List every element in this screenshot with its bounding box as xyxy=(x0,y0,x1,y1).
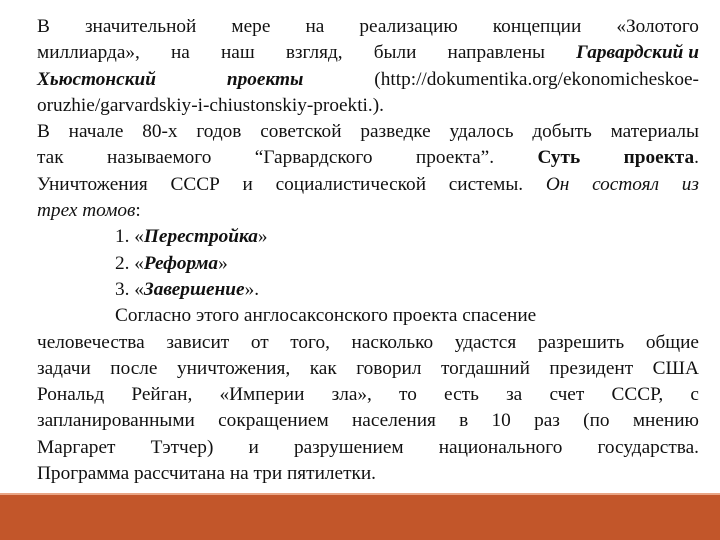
word: разрушением xyxy=(293,436,404,458)
word: в xyxy=(459,410,469,432)
word: счет xyxy=(549,384,585,406)
word: советской xyxy=(260,121,342,143)
word: от xyxy=(250,331,269,353)
punctuation: .). xyxy=(367,94,384,116)
word: задачи xyxy=(37,357,91,379)
word: “Гарвардского xyxy=(254,147,373,169)
source-link-part2[interactable]: oruzhie/garvardskiy-i-chiustonskiy-proekti xyxy=(37,94,368,116)
word: В xyxy=(37,16,50,37)
para3-line4 xyxy=(37,382,699,408)
para1-line4 xyxy=(37,93,699,119)
word: тогдашний xyxy=(440,357,530,379)
word: называемого xyxy=(107,147,212,169)
word: СССР, xyxy=(611,384,664,406)
word: населения xyxy=(351,410,436,432)
word: так xyxy=(37,147,64,169)
word: концепции xyxy=(492,16,582,37)
para1-line2 xyxy=(37,40,699,66)
para1-line1 xyxy=(37,14,699,40)
list-term: Реформа xyxy=(143,252,219,274)
list-item-3: 3. «Завершение». xyxy=(115,278,260,300)
word: Он xyxy=(545,173,570,195)
word: состоял xyxy=(592,173,660,195)
word: президент xyxy=(549,357,634,379)
word: добыть xyxy=(532,121,592,143)
list-term: Перестройка xyxy=(143,226,258,248)
word: как xyxy=(309,357,337,379)
word: разрешить xyxy=(537,331,625,353)
word: есть xyxy=(444,384,479,406)
essence-term: Суть xyxy=(537,147,581,169)
para2-line3 xyxy=(37,172,699,198)
word: уничтожения, xyxy=(176,357,291,379)
word: общие xyxy=(645,331,699,353)
punctuation: : xyxy=(135,200,141,222)
para3-line6 xyxy=(37,435,699,461)
footer-band xyxy=(0,495,720,540)
word: «Золотого xyxy=(616,16,699,37)
word: и xyxy=(242,173,253,195)
word: наш xyxy=(220,42,255,64)
word: (по xyxy=(583,410,610,432)
projects-term: проекты xyxy=(226,68,304,90)
para2-line2 xyxy=(37,145,699,171)
word: проекта”. xyxy=(415,147,495,169)
word: Рональд xyxy=(37,384,105,406)
word: зависит xyxy=(166,331,230,353)
word: того, xyxy=(290,331,330,353)
word: удастся xyxy=(454,331,517,353)
word: на xyxy=(170,42,190,64)
para3-line1: Согласно этого англосаксонского проекта спасение xyxy=(115,305,537,327)
document-body xyxy=(37,14,699,487)
list-term: Завершение xyxy=(143,278,245,300)
word: Маргарет xyxy=(37,436,116,458)
word: 10 xyxy=(491,410,511,432)
word: мнению xyxy=(632,410,699,432)
para3-line7: Программа рассчитана на три пятилетки. xyxy=(37,463,377,485)
houston-term: Хьюстонский xyxy=(37,68,156,90)
project-term: проекта xyxy=(623,147,695,169)
word: национального xyxy=(438,436,563,458)
word: Уничтожения xyxy=(37,173,148,195)
word: то xyxy=(399,384,417,406)
word: системы. xyxy=(448,173,524,195)
word: США xyxy=(652,357,699,379)
word: социалистической xyxy=(275,173,427,195)
word: сокращением xyxy=(218,410,329,432)
word: удалось xyxy=(449,121,514,143)
punctuation: . xyxy=(694,147,699,169)
word: В xyxy=(37,121,50,143)
word: Тэтчер) xyxy=(150,436,214,458)
para2-line4 xyxy=(37,198,699,224)
word: человечества xyxy=(37,331,145,353)
word: запланированными xyxy=(37,410,195,432)
word: зла», xyxy=(331,384,372,406)
word: насколько xyxy=(351,331,434,353)
harvard-project-term: Гарвардский и xyxy=(576,42,699,64)
word: за xyxy=(506,384,523,406)
word: направлены xyxy=(447,42,545,64)
word: государства. xyxy=(597,436,699,458)
para2-line1 xyxy=(37,119,699,145)
word: материалы xyxy=(610,121,699,143)
word: на xyxy=(305,16,325,37)
word: из xyxy=(681,173,699,195)
list-item-2: 2. «Реформа» xyxy=(115,252,228,274)
para3-line3 xyxy=(37,356,699,382)
word: 80-х xyxy=(142,121,178,143)
word: раз xyxy=(534,410,560,432)
word: говорил xyxy=(356,357,422,379)
word: годов xyxy=(196,121,242,143)
word: после xyxy=(110,357,158,379)
word: взгляд, xyxy=(285,42,343,64)
word: СССР xyxy=(170,173,220,195)
word: мере xyxy=(231,16,271,37)
word: и xyxy=(248,436,259,458)
word: Рейган, xyxy=(131,384,193,406)
para3-line5 xyxy=(37,408,699,434)
source-link-part1[interactable]: (http://dokumentika.org/ekonomicheskoe- xyxy=(374,68,699,90)
three-volumes: трех томов xyxy=(37,200,136,222)
word: начале xyxy=(68,121,124,143)
word: были xyxy=(373,42,417,64)
word: разведке xyxy=(360,121,431,143)
word: значительной xyxy=(84,16,197,37)
word: реализацию xyxy=(359,16,458,37)
list-item-1: 1. «Перестройка» xyxy=(115,226,268,248)
para1-line3 xyxy=(37,67,699,93)
word: миллиарда», xyxy=(37,42,140,64)
para3-line2 xyxy=(37,330,699,356)
word: «Империи xyxy=(219,384,305,406)
word: с xyxy=(690,384,699,406)
